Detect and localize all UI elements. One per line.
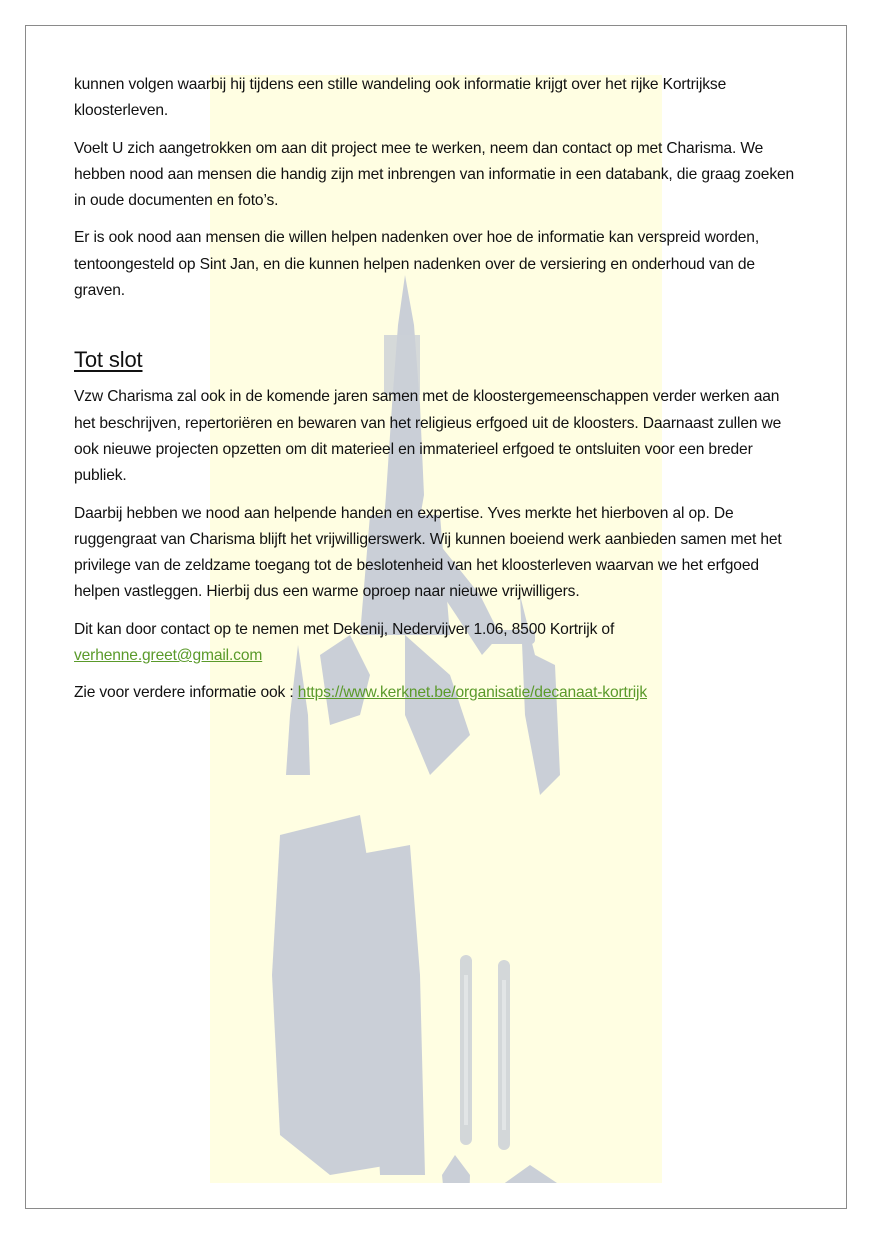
email-link[interactable]: verhenne.greet@gmail.com [74,647,263,665]
contact-text: Dit kan door contact op te nemen met Dekenij, Nedervijver 1.06, 8500 Kortrijk of [74,620,615,638]
paragraph-tot-slot-1: Vzw Charisma zal ook in de komende jaren samen met de kloostergemeenschappen verder werken aan het beschrijven, repertoriëren en bewaren van het religieus erfgoed uit de kloosters. Daarnaast zullen we ook nieuwe projecten opzetten om dit materieel en immaterieel erfgoed te ontsluiten voor een breder publiek. [74,388,782,485]
more-info-paragraph [74,680,804,706]
paragraph-intro-1: kunnen volgen waarbij hij tijdens een stille wandeling ook informatie krijgt over het rijke Kortrijkse kloosterleven. [74,76,727,120]
kerknet-link[interactable]: https://www.kerknet.be/organisatie/decanaat-kortrijk [297,684,648,702]
section-heading: Tot slot [74,347,143,373]
paragraph-intro-3: Er is ook nood aan mensen die willen helpen nadenken over hoe de informatie kan verspreid worden, tentoongesteld op Sint Jan, en die kunnen helpen nadenken over de versiering en onderhoud van de graven. [74,229,760,300]
contact-paragraph [74,617,804,670]
document-body [74,72,804,718]
more-info-text: Zie voor verdere informatie ook : [74,684,298,702]
paragraph-intro-2: Voelt U zich aangetrokken om aan dit project mee te werken, neem dan contact op met Charisma. We hebben nood aan mensen die handig zijn met inbrengen van informatie in een databank, die graag zoeken in oude documenten en foto’s. [74,139,795,210]
paragraph-tot-slot-2: Daarbij hebben we nood aan helpende handen en expertise. Yves merkte het hierboven al op. De ruggengraat van Charisma blijft het vrijwilligerswerk. Wij kunnen boeiend werk aanbieden samen met het privilege van de zeldzame toegang tot de beslotenheid van het kloosterleven waarvan we het erfgoed helpen vastleggen. Hierbij dus een warme oproep naar nieuwe vrijwilligers. [74,504,782,601]
